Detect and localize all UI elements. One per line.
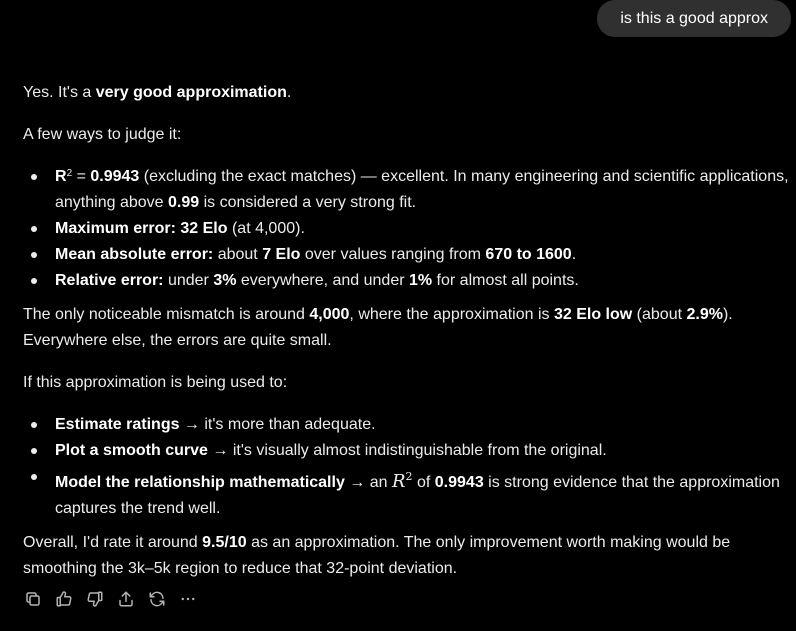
thumbs-up-icon [55, 590, 73, 608]
metrics-list [23, 164, 789, 294]
reply-intro: Yes. It's a very good approximation. [23, 84, 292, 101]
more-options-button[interactable] [178, 589, 198, 609]
more-icon [179, 590, 197, 608]
share-button[interactable] [116, 589, 136, 609]
thumbs-down-icon [86, 590, 104, 608]
list-item: Mean absolute error: about 7 Elo over values ranging from 670 to 1600. [23, 242, 789, 268]
list-item: Maximum error: 32 Elo (at 4,000). [23, 216, 789, 242]
reply-judge-heading: A few ways to judge it: [23, 126, 182, 143]
copy-button[interactable] [23, 589, 43, 609]
thumbs-up-button[interactable] [54, 589, 74, 609]
reply-mismatch: The only noticeable mismatch is around 4,000, where the approximation is 32 Elo low (about 2.9%). Everywhere else, the errors are quite small. [23, 306, 733, 349]
math-r-squared: $R^2$ [391, 470, 413, 492]
assistant-reply [23, 80, 789, 582]
user-message-bubble [597, 0, 791, 37]
list-item: Estimate ratings → it's more than adequate. [23, 412, 789, 438]
list-item: Plot a smooth curve → it's visually almost indistinguishable from the original. [23, 438, 789, 464]
reply-if-used: If this approximation is being used to: [23, 374, 288, 391]
list-item: $R^2 = 0.9943$ (excluding the exact matches) — excellent. In many engineering and scientific applications, anything above 0.99 is considered a very strong fit. [23, 164, 789, 216]
message-actions [23, 589, 209, 609]
copy-icon [24, 590, 42, 608]
list-item: Model the relationship mathematically → an $R^2$ of 0.9943 is strong evidence that the approximation captures the trend well. [23, 464, 789, 522]
uses-list [23, 412, 789, 522]
user-message-text: is this a good approx [620, 10, 768, 27]
reply-overall: Overall, I'd rate it around 9.5/10 as an approximation. The only improvement worth making would be smoothing the 3k–5k region to reduce that 32-point deviation. [23, 534, 731, 577]
regenerate-button[interactable] [147, 589, 167, 609]
thumbs-down-button[interactable] [85, 589, 105, 609]
list-item: Relative error: under 3% everywhere, and under 1% for almost all points. [23, 268, 789, 294]
share-icon [117, 590, 135, 608]
refresh-icon [148, 590, 166, 608]
